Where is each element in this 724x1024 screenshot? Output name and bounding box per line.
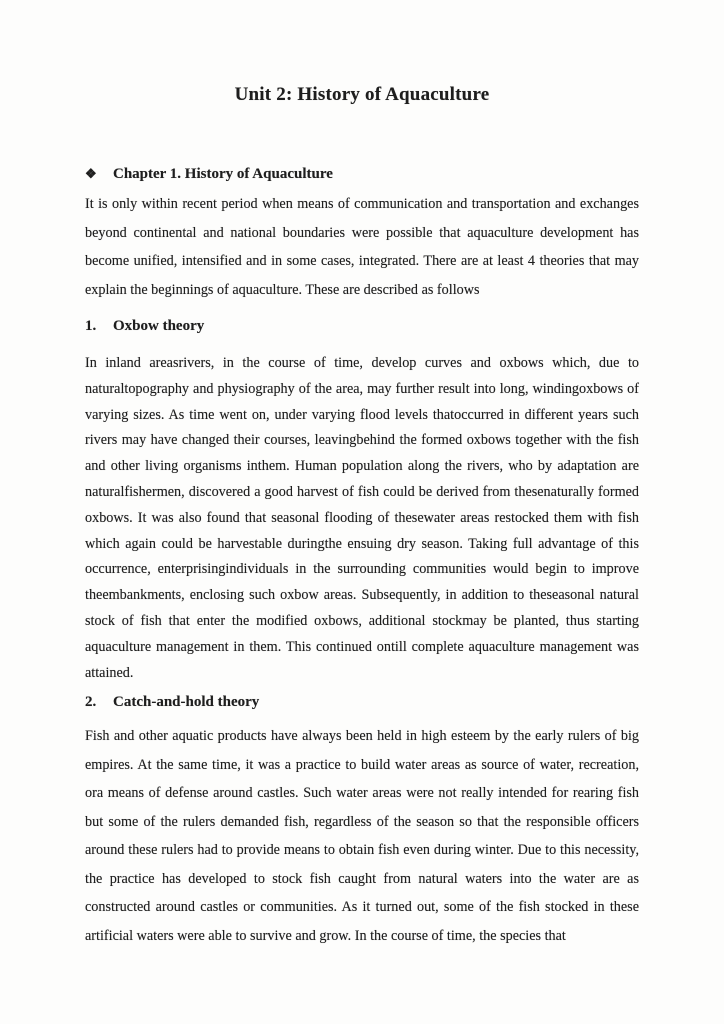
section-2-number: 2.	[85, 694, 97, 711]
section-catch-and-hold-theory	[85, 691, 639, 950]
chapter-heading	[85, 163, 639, 185]
chapter-heading-label: Chapter 1. History of Aquaculture	[113, 166, 333, 182]
section-1-title: Oxbow theory	[113, 318, 205, 334]
section-1-number: 1.	[85, 318, 97, 334]
section-1-paragraph: In inland areasrivers, in the course of time, develop curves and oxbows which, due to naturaltopography and physiography of the area, may further result into long, windingoxbows of varying sizes. As time went on, under varying flood levels thatoccurred in different years such rivers may have changed their courses, leavingbehind the formed oxbows together with the fish and other living organisms inthem. Human population along the rivers, who by adaptation are naturalfishermen, discovered a good harvest of fish could be derived from thesenaturally formed oxbows. It was also found that seasonal flooding of thesewater areas restocked them with fish which again could be harvestable duringthe ensuing dry season. Taking full advantage of this occurrence, enterprisingindividuals in the surrounding communities would begin to improve theembankments, enclosing such oxbow areas. Subsequently, in addition to theseasonal natural stock of fish that enter the modified oxbows, additional stockmay be planted, thus starting aquaculture management in them. This continued ontill complete aquaculture management was attained.	[85, 355, 639, 681]
document-title: Unit 2: History of Aquaculture	[234, 84, 490, 105]
section-2-heading	[85, 691, 639, 713]
section-2-title: Catch-and-hold theory	[113, 694, 260, 711]
section-oxbow-theory	[85, 315, 639, 686]
section-1-heading	[85, 315, 639, 337]
chapter-intro-paragraph: It is only within recent period when means of communication and transportation and exchanges beyond continental and national boundaries were possible that aquaculture development has become unified, intensified and in some cases, integrated. There are at least 4 theories that may explain the beginnings of aquaculture. These are described as follows	[85, 196, 639, 298]
section-2-paragraph: Fish and other aquatic products have always been held in high esteem by the early rulers of big empires. At the same time, it was a practice to build water areas as source of water, recreation, ora means of defense around castles. Such water areas were not really intended for rearing fish but some of the rulers demanded fish, regardless of the season so that the responsible officers around these rulers had to provide means to obtain fish even during winter. Due to this necessity, the practice has developed to stock fish caught from natural waters into the water are as constructed around castles or communities. As it turned out, some of the fish stocked in these artificial waters were able to survive and grow. In the course of time, the species that	[85, 728, 639, 944]
diamond-bullet-icon: ❖	[85, 166, 97, 181]
